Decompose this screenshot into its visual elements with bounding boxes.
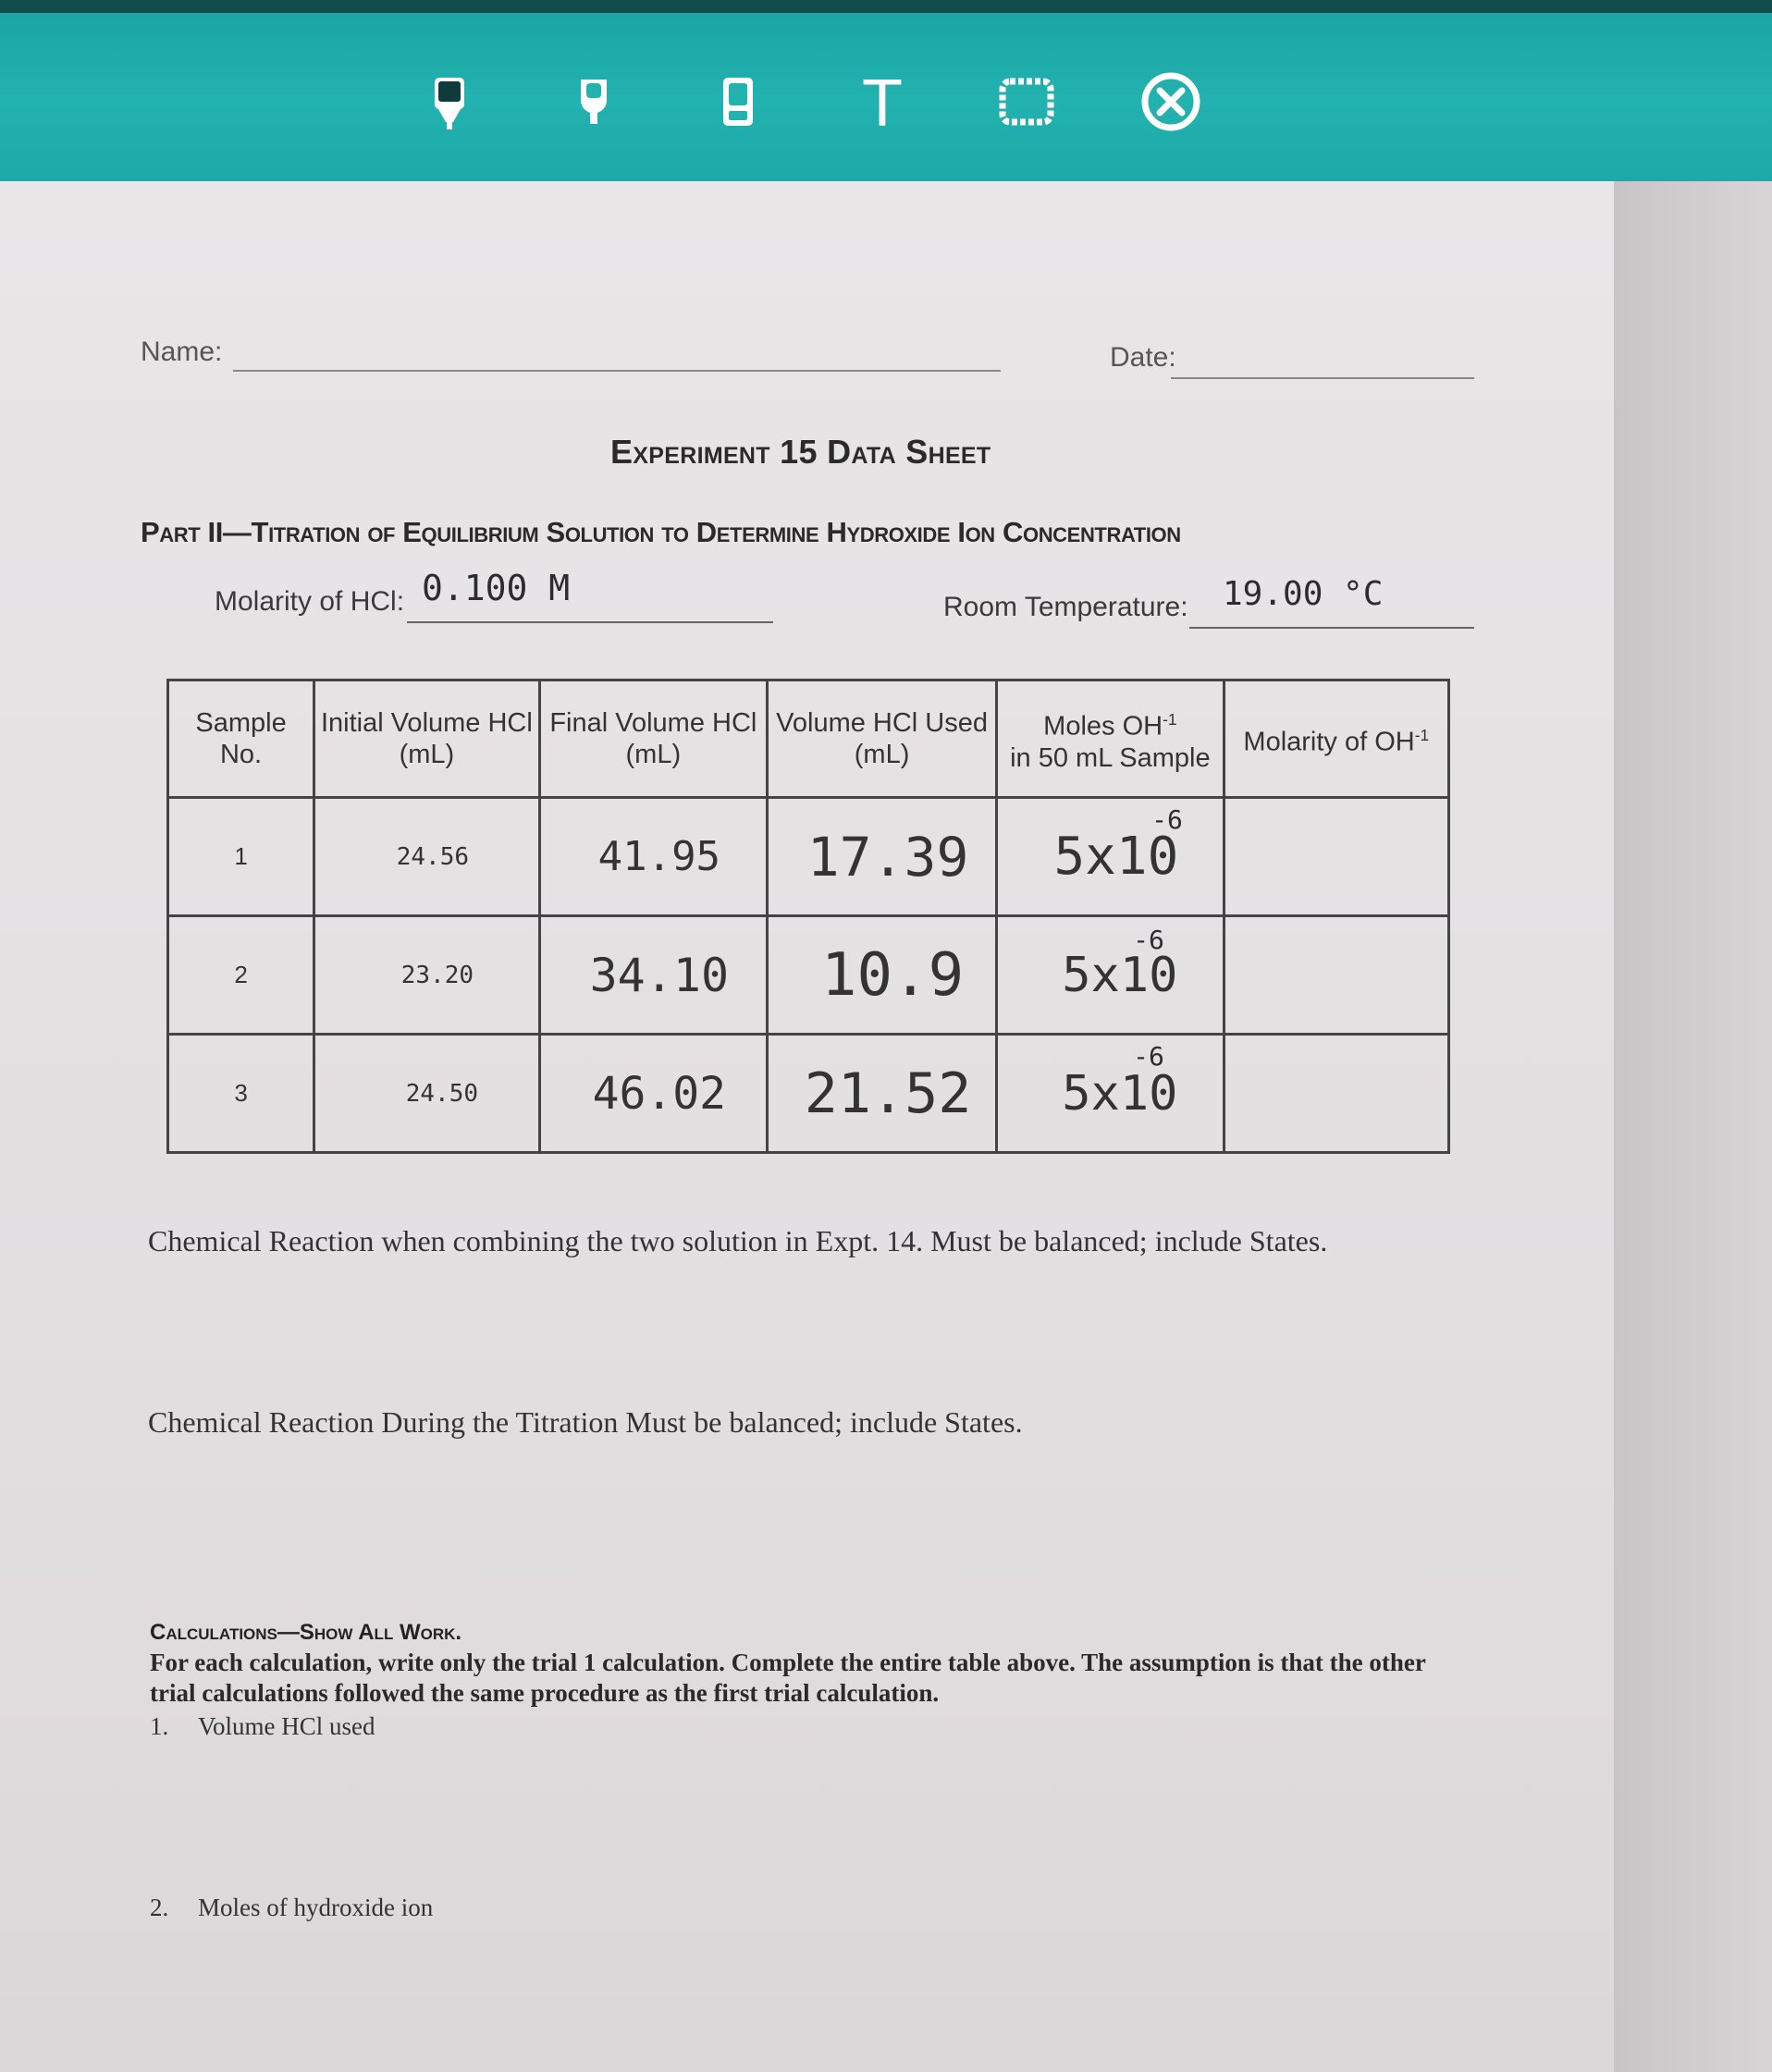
header-volume-used: Volume HCl Used (mL) [768,680,997,798]
marker-icon [416,68,483,135]
text-tool-button[interactable] [843,63,921,141]
header-moles-oh: Moles $OH^{-1}$ in 50 mL Sample [997,680,1224,798]
name-label: Name: [141,337,223,367]
part-title: Part II—Titration of Equilibrium Solution to Determine Hydroxide Ion Concentration [141,516,1181,548]
svg-text:T: T [862,68,903,135]
room-temp-label: Room Temperature: [943,592,1188,622]
moles-oh-exponent: -6 [1133,1041,1164,1072]
room-temp-value[interactable]: 19.00 °C [1223,575,1384,613]
table-header-row [168,680,1449,798]
table-row [168,798,1449,916]
moles-oh-exponent: -6 [1151,804,1183,835]
moles-oh-exponent: -6 [1133,925,1164,955]
initial-volume-cell[interactable]: 23.20 [314,916,540,1035]
viewer-margin [1614,181,1772,2072]
page-title: Experiment 15 Data Sheet [610,433,991,471]
table-row [168,916,1449,1035]
header-initial-volume: Initial Volume HCl (mL) [314,680,540,798]
calc-item-moles-hydroxide: 2. Moles of hydroxide ion [150,1894,434,1921]
initial-volume-cell[interactable]: 24.50 [314,1035,540,1153]
sample-number: 1 [168,798,314,916]
date-field[interactable] [1171,377,1474,379]
sample-number: 3 [168,1035,314,1153]
marker-tool-button[interactable] [411,63,488,141]
crop-tool-button[interactable] [988,63,1065,141]
date-label: Date: [1110,342,1176,373]
final-volume-cell[interactable]: 46.02 [539,1035,767,1153]
sample-number: 2 [168,916,314,1035]
close-icon [1138,68,1204,135]
final-volume-cell[interactable]: 34.10 [539,916,767,1035]
highlighter-icon [705,68,771,135]
molarity-oh-cell[interactable] [1224,916,1448,1035]
name-field[interactable] [233,370,1001,372]
initial-volume-cell[interactable]: 24.56 [314,798,540,916]
reaction-question-1: Chemical Reaction when combining the two solution in Expt. 14. Must be balanced; include States. [148,1224,1328,1257]
titration-data-table [166,679,1450,1154]
moles-oh-cell[interactable] [997,916,1224,1035]
pen-icon [560,68,627,135]
volume-used-cell[interactable]: 21.52 [768,1035,997,1153]
table-row [168,1035,1449,1153]
moles-oh-mantissa: 5x10 [1053,827,1179,887]
text-icon [849,68,916,135]
moles-oh-cell[interactable] [997,1035,1224,1153]
pen-tool-button[interactable] [555,63,633,141]
calculations-heading: Calculations—Show All Work. [150,1620,462,1645]
highlighter-tool-button[interactable] [699,63,777,141]
room-temp-line [1189,627,1474,629]
volume-used-cell[interactable]: 10.9 [768,916,997,1035]
toolbar-top-edge [0,0,1772,13]
header-molarity-oh: Molarity of $OH^{-1}$ [1224,680,1448,798]
header-final-volume: Final Volume HCl (mL) [539,680,767,798]
molarity-label: Molarity of HCl: [215,586,405,617]
molarity-line [407,621,773,623]
annotation-toolbar [0,0,1772,181]
moles-oh-mantissa: 5x10 [1062,947,1178,1003]
molarity-oh-cell[interactable] [1224,798,1448,916]
molarity-value[interactable]: 0.100 M [422,568,571,608]
calculations-instructions: For each calculation, write only the trial 1 calculation. Complete the entire table above. The assumption is that the other trial calculations followed the same procedure as the first trial calculation. [150,1649,1426,1707]
moles-oh-cell[interactable] [997,798,1224,916]
volume-used-cell[interactable]: 17.39 [768,798,997,916]
close-tool-button[interactable] [1132,63,1210,141]
reaction-question-2: Chemical Reaction During the Titration Must be balanced; include States. [148,1405,1023,1439]
header-sample: Sample No. [168,680,314,798]
crop-icon [993,68,1060,135]
final-volume-cell[interactable]: 41.95 [539,798,767,916]
calc-item-volume-used: 1. Volume HCl used [150,1712,375,1740]
moles-oh-mantissa: 5x10 [1062,1065,1178,1122]
molarity-oh-cell[interactable] [1224,1035,1448,1153]
